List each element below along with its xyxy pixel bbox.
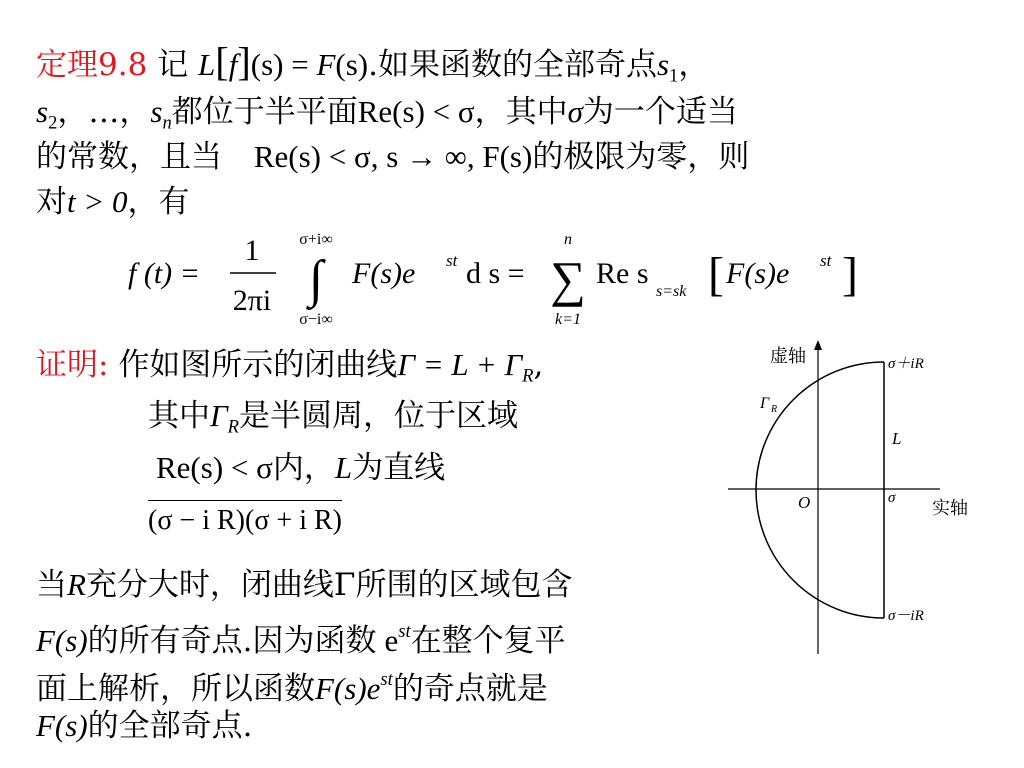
conclusion-l3-b: 的奇点就是 xyxy=(392,670,548,707)
conclusion-e: e xyxy=(384,622,399,658)
conclusion-line-1 xyxy=(36,565,572,605)
gamma-label-sub: R xyxy=(771,404,778,415)
proof-line-2 xyxy=(148,396,518,448)
conclusion-l4-b: 的全部奇点. xyxy=(87,708,253,744)
equals-sign: = xyxy=(283,47,317,82)
gamma-equation: Γ = L + Γ xyxy=(397,347,523,382)
conclusion-st-2: st xyxy=(380,669,393,690)
line4-start: 对 xyxy=(36,184,67,220)
conclusion-st: st xyxy=(398,621,411,642)
sigma-symbol: σ xyxy=(567,94,583,129)
real-axis-label: 实轴 xyxy=(932,498,968,518)
proof-label: 证明: xyxy=(36,347,109,383)
gamma-label: Γ xyxy=(760,395,770,412)
imag-axis-arrow xyxy=(814,340,822,350)
conclusion-Fs-2: F(s) xyxy=(36,708,88,743)
frac-denominator: 2πi xyxy=(232,284,272,317)
sn-var: s xyxy=(150,94,163,129)
conclusion-Fse: F(s)e xyxy=(315,670,381,706)
proof-line-1 xyxy=(36,345,543,397)
proof-comma: , xyxy=(533,347,544,383)
theorem-line-2 xyxy=(36,92,738,144)
proof-line3-b: 内， xyxy=(272,450,335,486)
conclusion-l2-c: 在整个复平 xyxy=(410,622,566,659)
integral-lower: σ−i∞ xyxy=(299,311,333,328)
res-bracket-left: [ xyxy=(708,248,724,301)
proof-line3-c: 为直线 xyxy=(352,450,446,486)
bottom-point-label: σ－iR xyxy=(888,608,924,624)
conclusion-l1-b: 充分大时，闭曲线Γ所围的区域包含 xyxy=(85,567,573,603)
re-s-condition: Re(s) < σ xyxy=(357,94,475,129)
residue-arg: F(s)e xyxy=(726,257,790,290)
sn-sub: n xyxy=(162,112,172,134)
proof-line-4 xyxy=(148,500,342,541)
line3-condition: Re(s) < σ, s → ∞, F(s) xyxy=(253,139,533,174)
residue: Re s xyxy=(596,257,649,290)
theorem-label: 定理9.8 xyxy=(36,47,148,83)
s-arg-2: (s) xyxy=(335,47,369,82)
bracket-right: ] xyxy=(237,39,251,84)
theorem-rest-1: .如果函数的全部奇点 xyxy=(368,47,657,83)
conclusion-Fs: F(s) xyxy=(36,622,88,658)
sum-lower: k=1 xyxy=(555,311,581,328)
integral-sign: ∫ xyxy=(308,251,324,308)
contour-diagram xyxy=(728,338,1008,662)
s1-var: s xyxy=(656,47,670,82)
conclusion-l3-a: 面上解析，所以函数 xyxy=(36,670,315,707)
frac-numerator: 1 xyxy=(244,234,260,267)
conclusion-l2-b: 的所有奇点.因为函数 xyxy=(87,622,377,659)
transform-L: L xyxy=(198,47,216,82)
comma-1: ， xyxy=(678,47,710,83)
F-symbol: F xyxy=(316,47,336,82)
conclusion-R: R xyxy=(67,567,86,602)
sum-upper: n xyxy=(564,231,572,248)
semicircle-gamma-R xyxy=(756,362,884,618)
inversion-formula xyxy=(128,228,888,328)
ellipsis: ，…， xyxy=(57,94,151,130)
conclusion-line-2 xyxy=(36,612,566,661)
res-bracket-right: ] xyxy=(842,248,858,301)
s2-sub: 2 xyxy=(48,112,58,134)
imag-axis-label: 虚轴 xyxy=(770,346,806,366)
res-exp-st: st xyxy=(820,251,832,270)
s1-sub: 1 xyxy=(669,65,679,87)
conclusion-l1-a: 当 xyxy=(36,567,67,603)
integrand: F(s)e xyxy=(352,257,416,290)
proof-line1-text: 作如图所示的闭曲线 xyxy=(118,347,398,383)
s-arg: (s) xyxy=(250,47,284,82)
t-condition: t > 0 xyxy=(67,184,128,219)
theorem-line-4 xyxy=(36,182,190,222)
gamma-eq-sub: R xyxy=(522,365,534,387)
sigma-label: σ xyxy=(888,490,896,506)
integral-upper: σ+i∞ xyxy=(299,231,333,248)
formula-lhs: f (t) = xyxy=(128,257,200,290)
proof-gamma-sub: R xyxy=(227,416,239,438)
conclusion-line-3 xyxy=(36,660,548,709)
line3-start: 的常数，且当 xyxy=(36,139,222,175)
ds: d s = xyxy=(466,257,525,290)
proof-re-condition: Re(s) < σ xyxy=(156,450,273,485)
segment-endpoints: (σ − i R)(σ + i R) xyxy=(148,500,342,536)
s2-var: s xyxy=(36,94,49,129)
L-label: L xyxy=(892,429,902,448)
theorem-intro: 记 xyxy=(157,47,189,83)
sum-sign: ∑ xyxy=(550,251,586,307)
residue-sub: s=sk xyxy=(656,283,687,300)
proof-line2-a: 其中 xyxy=(148,398,210,434)
conclusion-line-4 xyxy=(36,706,253,746)
top-point-label: σ＋iR xyxy=(888,356,924,372)
line3-end: 的极限为零，则 xyxy=(532,139,750,175)
theorem-line-1 xyxy=(36,39,710,97)
proof-line-3 xyxy=(156,448,445,488)
exp-st: st xyxy=(446,251,458,270)
line4-end: ，有 xyxy=(127,184,190,220)
proof-line2-b: 是半圆周，位于区域 xyxy=(239,398,518,434)
proof-L: L xyxy=(334,450,353,485)
theorem-rest-4: 为一个适当 xyxy=(582,94,738,130)
proof-gamma: Γ xyxy=(210,398,228,433)
theorem-rest-3: ，其中 xyxy=(474,94,568,130)
bracket-left: [ xyxy=(215,39,229,84)
theorem-line-3 xyxy=(36,137,749,177)
origin-label: O xyxy=(798,493,811,512)
theorem-rest-2: 都位于半平面 xyxy=(171,94,358,130)
f-symbol: f xyxy=(228,47,238,82)
